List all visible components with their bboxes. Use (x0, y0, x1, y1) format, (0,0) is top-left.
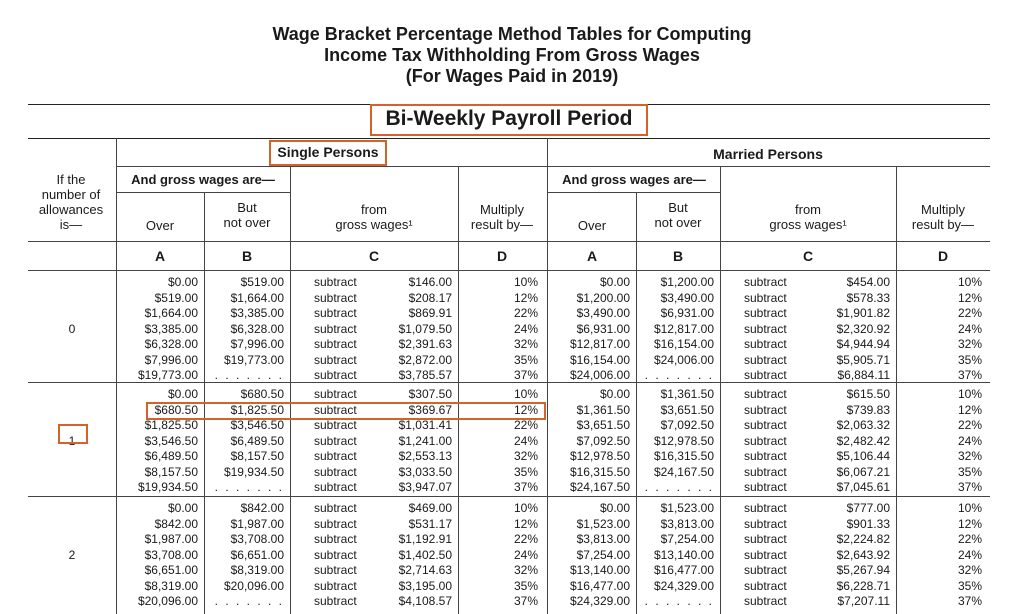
table-cell: $1,031.41 (398, 418, 452, 432)
table-cell: $3,490.00 (660, 290, 714, 305)
subtract-label: subtract (744, 563, 787, 577)
column-letter-b: B (672, 248, 684, 264)
table-cell: $16,477.00 (653, 563, 714, 577)
column-letter-d: D (496, 248, 508, 264)
table-cell: $7,996.00 (144, 352, 198, 367)
table-cell: $12,978.50 (569, 449, 630, 463)
row-highlight (146, 402, 546, 420)
table-cell: 24% (513, 433, 538, 448)
title-line-2: Income Tax Withholding From Gross Wages (324, 45, 700, 65)
table-cell: 32% (957, 563, 982, 577)
single-gross-rule (116, 192, 290, 193)
header-line: Multiply (479, 202, 525, 217)
single-over-header: Over (145, 218, 175, 233)
table-cell: $24,167.50 (653, 464, 714, 479)
table-cell: 22% (957, 306, 982, 320)
table-cell: $1,079.50 (398, 321, 452, 336)
subtract-label: subtract (744, 516, 787, 531)
allowances-header-line: number of (41, 187, 101, 202)
married-gross-wages-header: And gross wages are— (562, 172, 706, 187)
table-cell: 10% (957, 275, 982, 289)
single-but-not-over-header (204, 200, 290, 230)
table-cell: $13,140.00 (569, 563, 630, 577)
table-cell: $3,813.00 (660, 516, 714, 531)
married-subtract-column (744, 275, 804, 384)
table-cell: $369.67 (408, 402, 452, 417)
subtract-label: subtract (314, 290, 357, 305)
table-cell: $16,315.50 (653, 449, 714, 463)
table-cell: $2,320.92 (836, 321, 890, 336)
table-cell: $146.00 (408, 275, 452, 289)
table-cell: $16,154.00 (569, 352, 630, 367)
table-cell: $208.17 (408, 290, 452, 305)
married-but-not-over-header (636, 200, 720, 230)
table-cell: $3,813.00 (576, 532, 630, 546)
table-cell: $16,477.00 (569, 578, 630, 593)
single-over-column (116, 501, 198, 610)
table-cell: $3,033.50 (398, 464, 452, 479)
header-line: from (361, 202, 387, 217)
allowance-count: 2 (68, 547, 76, 562)
married-over-header: Over (577, 218, 607, 233)
subtract-label: subtract (744, 464, 787, 479)
table-cell: $7,092.50 (576, 433, 630, 448)
allowance-count: 0 (68, 321, 76, 336)
table-cell: $0.00 (167, 501, 198, 515)
allowances-header-line: allowances (38, 202, 104, 217)
header-line: gross wages¹ (769, 217, 847, 232)
subtract-label: subtract (314, 547, 357, 562)
group-header-rule (116, 166, 990, 167)
period-rule (28, 138, 990, 139)
subtract-label: subtract (314, 402, 357, 417)
table-cell: $12,817.00 (569, 337, 630, 351)
table-cell: $6,489.50 (230, 433, 284, 448)
table-cell: $3,708.00 (230, 532, 284, 546)
period-highlight (370, 104, 648, 136)
table-cell: 37% (513, 480, 538, 494)
table-cell: 22% (513, 418, 538, 432)
table-cell: $6,328.00 (144, 337, 198, 351)
subtract-label: subtract (744, 532, 787, 546)
table-cell: $469.00 (408, 501, 452, 515)
table-cell: $24,006.00 (569, 368, 630, 382)
single-but-not-over-column (204, 275, 284, 384)
married-subtract-column (744, 501, 804, 610)
table-cell: $1,192.91 (398, 532, 452, 546)
subtract-label: subtract (314, 449, 357, 463)
subtract-label: subtract (314, 352, 357, 367)
table-cell: $842.00 (240, 501, 284, 515)
allowance-count: 1 (68, 433, 76, 448)
table-cell: $2,714.63 (398, 563, 452, 577)
table-cell: $3,546.50 (230, 418, 284, 432)
table-cell: $1,200.00 (576, 290, 630, 305)
married-from-gross-header (720, 202, 896, 232)
table-cell: $6,931.00 (576, 321, 630, 336)
table-cell: $519.00 (240, 275, 284, 289)
table-cell: . . . . . . . (644, 594, 714, 608)
subtract-label: subtract (314, 337, 357, 351)
married-from-gross-column (804, 501, 890, 610)
table-cell: $3,385.00 (230, 306, 284, 320)
married-from-gross-column (804, 387, 890, 496)
single-persons-header: Single Persons (277, 144, 379, 160)
table-cell: 10% (513, 501, 538, 515)
table-cell: . . . . . . . (214, 594, 284, 608)
table-cell: $8,319.00 (230, 563, 284, 577)
table-cell: $19,934.50 (223, 464, 284, 479)
subtract-label: subtract (744, 387, 787, 401)
allowances-header-line: If the (56, 172, 86, 187)
single-from-gross-column (374, 501, 452, 610)
table-cell: $24,329.00 (569, 594, 630, 608)
table-cell: 32% (513, 449, 538, 463)
table-cell: $531.17 (408, 516, 452, 531)
married-over-column (548, 387, 630, 496)
subtract-label: subtract (314, 516, 357, 531)
header-line: from (795, 202, 821, 217)
table-cell: 12% (513, 290, 538, 305)
subtract-label: subtract (314, 306, 357, 320)
table-cell: $19,773.00 (137, 368, 198, 382)
table-cell: $6,651.00 (144, 563, 198, 577)
table-cell: $12,978.50 (653, 433, 714, 448)
single-multiply-column (458, 501, 538, 610)
column-letter-a: A (586, 248, 598, 264)
table-cell: $842.00 (154, 516, 198, 531)
subtract-label: subtract (314, 532, 357, 546)
married-gross-rule (548, 192, 720, 193)
table-cell: $3,195.00 (398, 578, 452, 593)
married-over-column (548, 275, 630, 384)
table-cell: $6,328.00 (230, 321, 284, 336)
subtract-label: subtract (744, 352, 787, 367)
table-cell: $6,884.11 (837, 368, 890, 382)
table-cell: $8,319.00 (144, 578, 198, 593)
table-cell: $1,987.00 (144, 532, 198, 546)
table-cell: $4,108.57 (398, 594, 452, 608)
table-cell: $6,651.00 (230, 547, 284, 562)
subtract-label: subtract (314, 433, 357, 448)
allowances-header (28, 172, 114, 232)
subtract-label: subtract (314, 480, 357, 494)
header-line: not over (654, 215, 702, 230)
column-letter-b: B (241, 248, 253, 264)
table-cell: $1,825.50 (144, 418, 198, 432)
table-cell: $5,106.44 (836, 449, 890, 463)
table-cell: $5,267.94 (836, 563, 890, 577)
married-multiply-column (896, 275, 982, 384)
table-cell: $2,553.13 (398, 449, 452, 463)
single-from-gross-header (290, 202, 458, 232)
table-cell: 37% (957, 480, 982, 494)
title-line-1: Wage Bracket Percentage Method Tables for Computing (272, 24, 752, 44)
table-cell: 35% (957, 352, 982, 367)
subtract-label: subtract (314, 387, 357, 401)
table-cell: $19,934.50 (137, 480, 198, 494)
table-cell: 35% (513, 578, 538, 593)
table-cell: 35% (957, 578, 982, 593)
married-subtract-column (744, 387, 804, 496)
table-cell: $3,490.00 (576, 306, 630, 320)
table-cell: $13,140.00 (653, 547, 714, 562)
table-cell: 12% (513, 516, 538, 531)
header-line: But (668, 200, 688, 215)
table-cell: $2,391.63 (398, 337, 452, 351)
subtract-label: subtract (744, 368, 787, 382)
table-cell: 24% (513, 547, 538, 562)
header-line: result by— (911, 217, 975, 232)
subtract-label: subtract (314, 368, 357, 382)
subtract-label: subtract (744, 433, 787, 448)
table-cell: 22% (513, 306, 538, 320)
single-over-column (116, 275, 198, 384)
subtract-label: subtract (744, 290, 787, 305)
table-cell: $739.83 (846, 402, 890, 417)
table-cell: $3,651.50 (576, 418, 630, 432)
table-cell: $24,167.50 (569, 480, 630, 494)
table-cell: $0.00 (167, 275, 198, 289)
subtract-label: subtract (744, 449, 787, 463)
table-cell: 10% (957, 501, 982, 515)
table-cell: $1,987.00 (230, 516, 284, 531)
table-cell: $7,092.50 (660, 418, 714, 432)
table-cell: 22% (957, 532, 982, 546)
table-cell: $1,402.50 (398, 547, 452, 562)
table-cell: $1,200.00 (660, 275, 714, 289)
header-line: Multiply (920, 202, 966, 217)
letter-row-rule (28, 270, 990, 271)
table-cell: $0.00 (599, 387, 630, 401)
table-cell: $1,901.82 (836, 306, 890, 320)
married-from-gross-column (804, 275, 890, 384)
table-cell: 12% (957, 290, 982, 305)
header-line: gross wages¹ (335, 217, 413, 232)
table-cell: $2,643.92 (836, 547, 890, 562)
subtract-label: subtract (744, 275, 787, 289)
subtract-label: subtract (314, 594, 357, 608)
subtract-label: subtract (314, 464, 357, 479)
table-cell: $0.00 (167, 387, 198, 401)
table-cell: 10% (513, 387, 538, 401)
subtract-label: subtract (744, 306, 787, 320)
married-multiply-column (896, 387, 982, 496)
subtract-label: subtract (314, 563, 357, 577)
subtract-label: subtract (744, 594, 787, 608)
table-cell: 12% (957, 516, 982, 531)
subtract-label: subtract (314, 275, 357, 289)
table-cell: . . . . . . . (644, 368, 714, 382)
single-persons-highlight (269, 140, 387, 166)
allowance-1-highlight (58, 424, 88, 444)
table-cell: $3,385.00 (144, 321, 198, 336)
table-cell: 37% (957, 368, 982, 382)
single-gross-wages-header: And gross wages are— (131, 172, 275, 187)
table-cell: 24% (513, 321, 538, 336)
single-subtract-column (314, 501, 374, 610)
table-cell: $901.33 (846, 516, 890, 531)
table-cell: $2,063.32 (836, 418, 890, 432)
table-cell: $1,361.50 (660, 387, 714, 401)
table-cell: $7,045.61 (836, 480, 890, 494)
married-but-not-over-column (636, 501, 714, 610)
table-cell: 24% (957, 547, 982, 562)
table-cell: $1,523.00 (576, 516, 630, 531)
title-line-3: (For Wages Paid in 2019) (405, 66, 619, 86)
table-cell: $680.50 (240, 387, 284, 401)
table-cell: $680.50 (154, 402, 198, 417)
table-cell: 37% (513, 594, 538, 608)
column-divider (290, 166, 291, 614)
table-cell: 35% (957, 464, 982, 479)
table-cell: $24,006.00 (653, 352, 714, 367)
table-cell: 10% (957, 387, 982, 401)
table-cell: $2,224.82 (836, 532, 890, 546)
table-cell: $454.00 (846, 275, 890, 289)
table-cell: $6,489.50 (144, 449, 198, 463)
table-cell: $1,664.00 (144, 306, 198, 320)
table-cell: 32% (957, 337, 982, 351)
single-but-not-over-column (204, 501, 284, 610)
document-title (0, 24, 1024, 87)
table-cell: $615.50 (846, 387, 890, 401)
column-letter-c: C (802, 248, 814, 264)
column-divider (720, 166, 721, 614)
table-cell: . . . . . . . (214, 480, 284, 494)
table-cell: 24% (957, 433, 982, 448)
table-cell: $24,329.00 (653, 578, 714, 593)
married-but-not-over-column (636, 275, 714, 384)
subtract-label: subtract (744, 480, 787, 494)
table-cell: $3,947.07 (398, 480, 452, 494)
table-cell: $1,825.50 (230, 402, 284, 417)
married-multiply-column (896, 501, 982, 610)
table-cell: $3,785.57 (398, 368, 452, 382)
table-cell: $20,096.00 (137, 594, 198, 608)
table-cell: $578.33 (846, 290, 890, 305)
single-multiply-column (458, 275, 538, 384)
table-cell: $2,872.00 (398, 352, 452, 367)
single-from-gross-column (374, 275, 452, 384)
table-cell: $8,157.50 (230, 449, 284, 463)
table-cell: $3,651.50 (660, 402, 714, 417)
subtract-label: subtract (314, 501, 357, 515)
table-cell: 10% (513, 275, 538, 289)
table-cell: $7,254.00 (576, 547, 630, 562)
subtract-label: subtract (314, 418, 357, 432)
header-line: But (237, 200, 257, 215)
table-cell: . . . . . . . (214, 368, 284, 382)
table-cell: 32% (513, 337, 538, 351)
table-cell: $4,944.94 (836, 337, 890, 351)
married-over-column (548, 501, 630, 610)
subtract-label: subtract (744, 578, 787, 593)
table-cell: $8,157.50 (144, 464, 198, 479)
married-multiply-header (896, 202, 990, 232)
table-cell: $1,523.00 (660, 501, 714, 515)
table-cell: $3,546.50 (144, 433, 198, 448)
table-cell: $5,905.71 (836, 352, 890, 367)
column-header-rule (28, 241, 990, 242)
table-cell: 37% (957, 594, 982, 608)
subtract-label: subtract (744, 402, 787, 417)
table-cell: 12% (957, 402, 982, 417)
single-subtract-column (314, 275, 374, 384)
table-cell: $0.00 (599, 501, 630, 515)
married-persons-header: Married Persons (713, 146, 823, 162)
group-separator (28, 496, 990, 497)
subtract-label: subtract (314, 578, 357, 593)
table-cell: $519.00 (154, 290, 198, 305)
single-multiply-header (458, 202, 546, 232)
table-cell: $20,096.00 (223, 578, 284, 593)
table-cell: 12% (513, 402, 538, 417)
table-cell: 35% (513, 352, 538, 367)
table-cell: 32% (513, 563, 538, 577)
table-cell: $19,773.00 (223, 352, 284, 367)
table-cell: $0.00 (599, 275, 630, 289)
table-cell: $869.91 (408, 306, 452, 320)
subtract-label: subtract (744, 501, 787, 515)
table-cell: 37% (513, 368, 538, 382)
table-cell: 35% (513, 464, 538, 479)
column-letter-c: C (368, 248, 380, 264)
table-cell: $1,664.00 (230, 290, 284, 305)
table-cell: 22% (957, 418, 982, 432)
table-cell: $16,154.00 (653, 337, 714, 351)
subtract-label: subtract (314, 321, 357, 336)
subtract-label: subtract (744, 321, 787, 336)
table-cell: $16,315.50 (569, 464, 630, 479)
subtract-label: subtract (744, 418, 787, 432)
table-cell: $1,361.50 (576, 402, 630, 417)
table-cell: $1,241.00 (398, 433, 452, 448)
table-cell: $307.50 (408, 387, 452, 401)
table-cell: 32% (957, 449, 982, 463)
payroll-period-title: Bi-Weekly Payroll Period (385, 107, 633, 130)
table-cell: $7,207.11 (837, 594, 890, 608)
table-cell: $777.00 (846, 501, 890, 515)
allowances-header-line: is— (59, 217, 83, 232)
table-cell: $6,931.00 (660, 306, 714, 320)
table-cell: $3,708.00 (144, 547, 198, 562)
table-cell: $12,817.00 (653, 321, 714, 336)
table-cell: $7,254.00 (660, 532, 714, 546)
subtract-label: subtract (744, 547, 787, 562)
table-cell: $6,228.71 (836, 578, 890, 593)
table-cell: $7,996.00 (230, 337, 284, 351)
table-cell: $2,482.42 (836, 433, 890, 448)
married-but-not-over-column (636, 387, 714, 496)
table-cell: $6,067.21 (836, 464, 890, 479)
table-cell: . . . . . . . (644, 480, 714, 494)
table-cell: 22% (513, 532, 538, 546)
subtract-label: subtract (744, 337, 787, 351)
header-line: result by— (470, 217, 534, 232)
header-line: not over (223, 215, 271, 230)
column-letter-a: A (154, 248, 166, 264)
column-letter-d: D (937, 248, 949, 264)
table-cell: 24% (957, 321, 982, 336)
